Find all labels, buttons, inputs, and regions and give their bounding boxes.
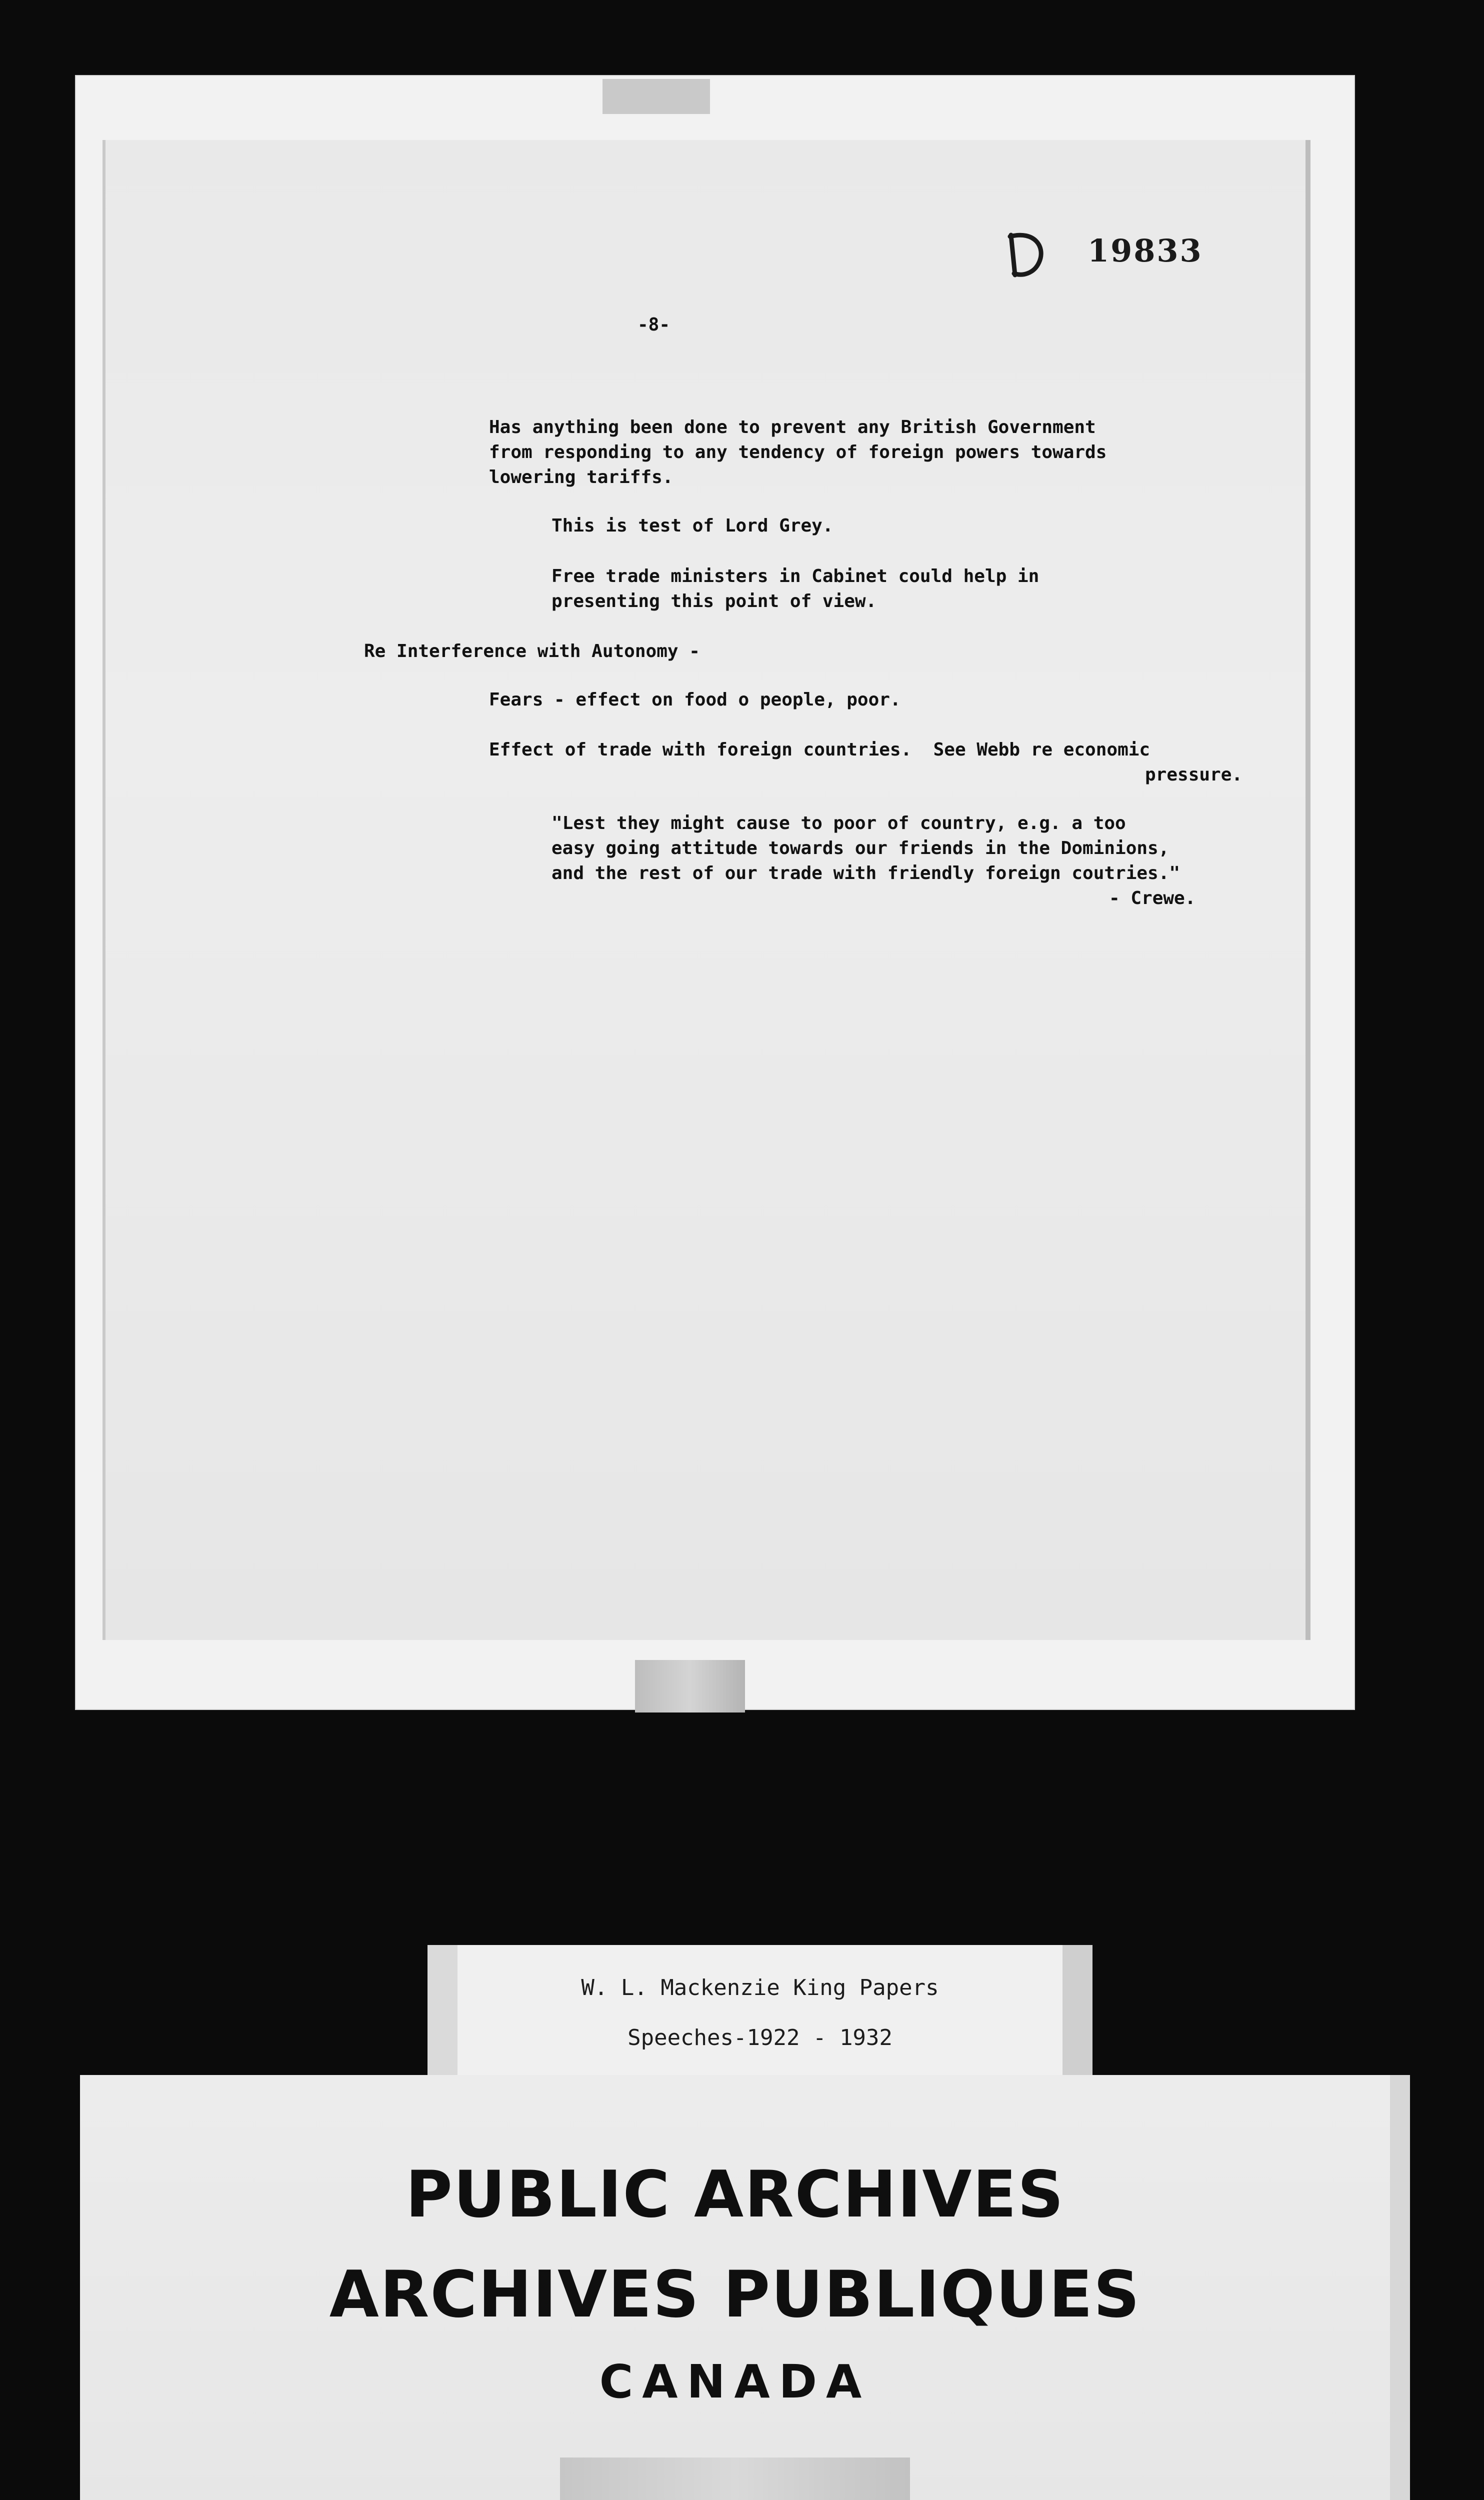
text-line: Has anything been done to prevent any British Government — [489, 417, 1096, 438]
archive-number: 19833 — [1088, 232, 1203, 269]
archives-title-en: PUBLIC ARCHIVES — [406, 2158, 1064, 2232]
text-line: Effect of trade with foreign countries. See Webb re economic — [489, 740, 1150, 760]
handwritten-d-mark — [1000, 228, 1050, 282]
collection-name: W. L. Mackenzie King Papers — [581, 1975, 939, 2000]
collection-label — [428, 1945, 1092, 2090]
series-name: Speeches-1922 - 1932 — [628, 2025, 892, 2050]
tape-strip-card — [560, 2458, 910, 2500]
text-line: pressure. — [1145, 764, 1243, 785]
text-line: lowering tariffs. — [489, 467, 674, 488]
page-number: -8- — [638, 314, 670, 335]
quote-line: "Lest they might cause to poor of country, e.g. a too — [552, 813, 1126, 834]
section-heading: Re Interference with Autonomy - — [364, 641, 700, 662]
text-line: This is test of Lord Grey. — [552, 516, 834, 536]
archives-title-fr: ARCHIVES PUBLIQUES — [329, 2258, 1141, 2332]
text-line: presenting this point of view. — [552, 591, 877, 612]
quote-line: and the rest of our trade with friendly foreign coutries." — [552, 863, 1180, 884]
text-line: from responding to any tendency of foreign powers towards — [489, 442, 1107, 462]
text-line: Fears - effect on food o people, poor. — [489, 690, 901, 710]
quote-attribution: - Crewe. — [1109, 888, 1196, 908]
tape-strip-top — [602, 79, 710, 114]
tape-strip-bottom — [635, 1660, 745, 1712]
archives-country: CANADA — [599, 2355, 871, 2408]
quote-line: easy going attitude towards our friends in the Dominions, — [552, 838, 1170, 858]
text-line: Free trade ministers in Cabinet could help in — [552, 566, 1040, 586]
archives-card — [80, 2075, 1410, 2500]
